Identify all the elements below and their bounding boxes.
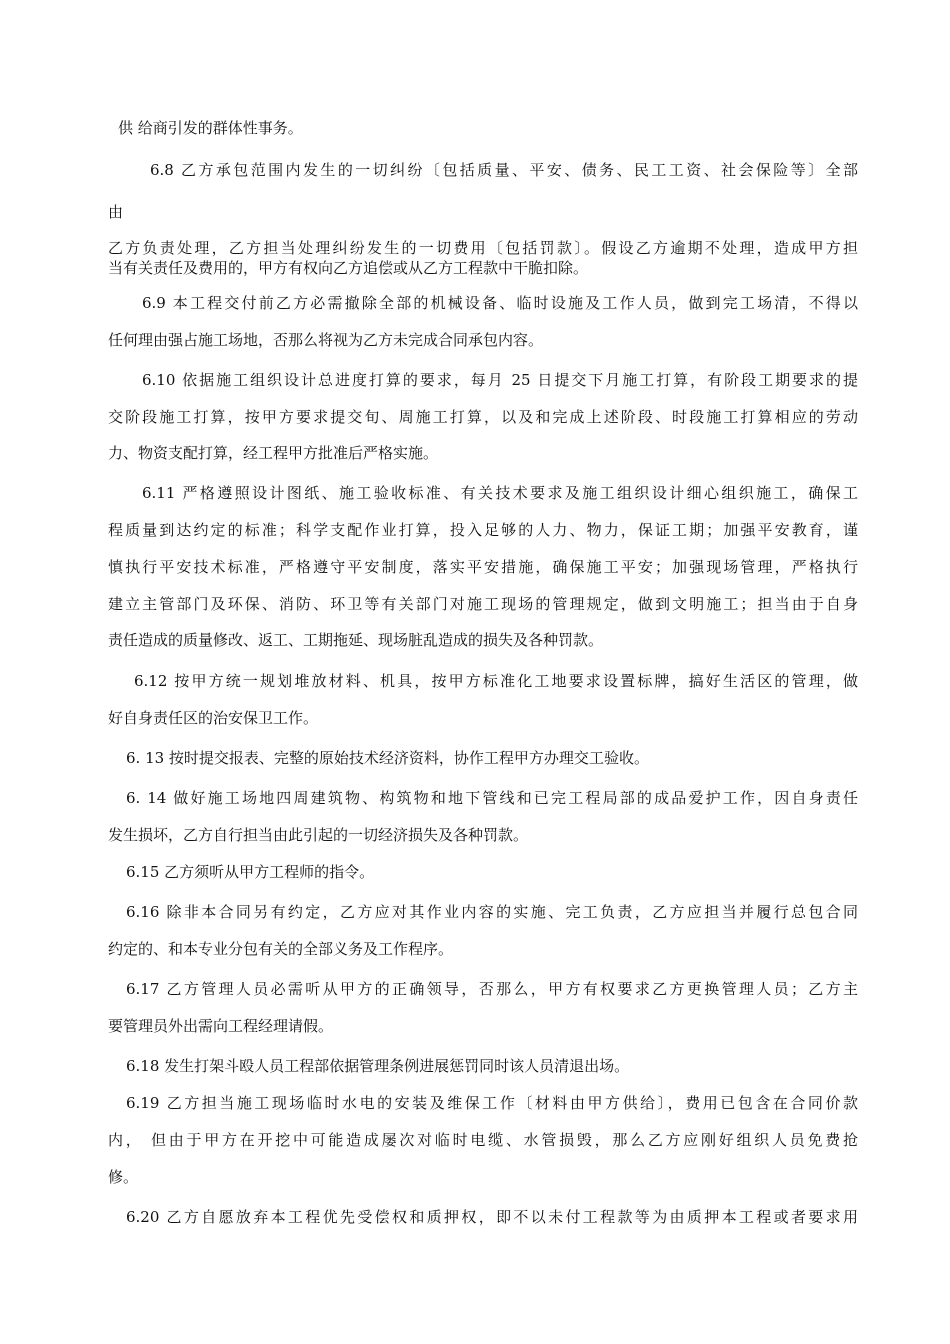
text-line: 慎执行平安技术标准，严格遵守平安制度，落实平安措施，确保施工平安；加强现场管理，严格执行 — [108, 558, 858, 576]
text-line: 6.19 乙方担当施工现场临时水电的安装及维保工作〔材料由甲方供给〕，费用已包含在合同价款 — [126, 1094, 858, 1112]
text-line: 责任造成的质量修改、返工、工期拖延、现场脏乱造成的损失及各种罚款。 — [108, 631, 604, 649]
text-line: 供 给商引发的群体性事务。 — [118, 119, 303, 137]
text-line: 6.8 乙方承包范围内发生的一切纠纷〔包括质量、平安、债务、民工工资、社会保险等〕全部 — [150, 161, 858, 179]
text-line: 要管理员外出需向工程经理请假。 — [108, 1017, 334, 1035]
text-line: 6.11 严格遵照设计图纸、施工验收标准、有关技术要求及施工组织设计细心组织施工，确保工 — [142, 484, 858, 502]
text-line: 6. 13 按时提交报表、完整的原始技术经济资料，协作工程甲方办理交工验收。 — [126, 749, 649, 767]
text-line: 由 — [108, 203, 124, 221]
text-line: 力、物资支配打算，经工程甲方批准后严格实施。 — [108, 444, 439, 462]
text-line: 发生损坏，乙方自行担当由此引起的一切经济损失及各种罚款。 — [108, 826, 529, 844]
text-line: 好自身责任区的治安保卫工作。 — [108, 709, 319, 727]
text-line: 乙方负责处理，乙方担当处理纠纷发生的一切费用〔包括罚款〕。假设乙方逾期不处理，造成甲方担 — [108, 239, 858, 257]
text-line: 建立主管部门及环保、消防、环卫等有关部门对施工现场的管理规定，做到文明施工；担当由于自身 — [108, 595, 858, 613]
text-line: 程质量到达约定的标准；科学支配作业打算，投入足够的人力、物力，保证工期；加强平安教育，谨 — [108, 521, 858, 539]
text-line: 6.9 本工程交付前乙方必需撤除全部的机械设备、临时设施及工作人员，做到完工场清，不得以 — [142, 294, 858, 312]
text-line: 6.17 乙方管理人员必需听从甲方的正确领导，否那么，甲方有权要求乙方更换管理人员；乙方主 — [126, 980, 858, 998]
text-line: 6.18 发生打架斗殴人员工程部依据管理条例进展惩罚同时该人员清退出场。 — [126, 1057, 630, 1075]
text-line: 6.12 按甲方统一规划堆放材料、机具，按甲方标准化工地要求设置标牌，搞好生活区的管理，做 — [134, 672, 858, 690]
text-line: 6.20 乙方自愿放弃本工程优先受偿权和质押权，即不以未付工程款等为由质押本工程或者要求用 — [126, 1208, 858, 1226]
text-line: 约定的、和本专业分包有关的全部义务及工作程序。 — [108, 940, 454, 958]
text-line: 当有关责任及费用的，甲方有权向乙方追偿或从乙方工程款中干脆扣除。 — [108, 259, 589, 277]
text-line: 任何理由强占施工场地，否那么将视为乙方未完成合同承包内容。 — [108, 331, 544, 349]
text-line: 修。 — [108, 1168, 139, 1186]
text-line: 6.10 依据施工组织设计总进度打算的要求，每月 25 日提交下月施工打算，有阶段工期要求的提 — [142, 371, 858, 389]
text-line: 内， 但由于甲方在开挖中可能造成屡次对临时电缆、水管损毁，那么乙方应刚好组织人员免费抢 — [108, 1131, 858, 1149]
text-line: 6. 14 做好施工场地四周建筑物、构筑物和地下管线和已完工程局部的成品爱护工作，因自身责任 — [126, 789, 858, 807]
text-line: 6.16 除非本合同另有约定，乙方应对其作业内容的实施、完工负责，乙方应担当并履行总包合同 — [126, 903, 858, 921]
text-line: 6.15 乙方须听从甲方工程师的指令。 — [126, 863, 375, 881]
text-line: 交阶段施工打算，按甲方要求提交旬、周施工打算，以及和完成上述阶段、时段施工打算相应的劳动 — [108, 408, 858, 426]
